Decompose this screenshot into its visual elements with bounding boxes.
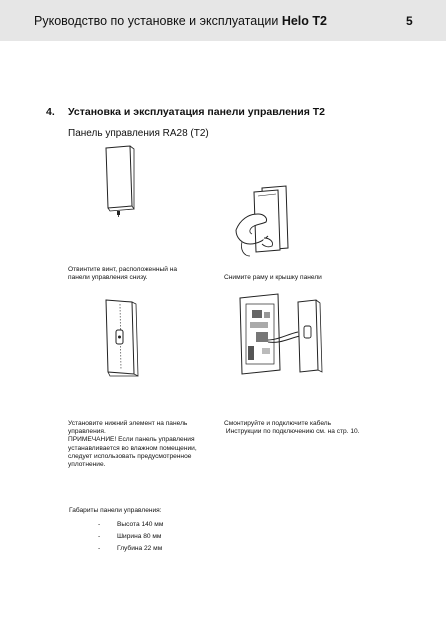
document-title: Руководство по установке и эксплуатации Helo T2	[34, 14, 327, 28]
page-number: 5	[406, 14, 413, 28]
bullet: -	[98, 545, 101, 552]
step-caption-3: Установите нижний элемент на панель управления. ПРИМЕЧАНИЕ! Если панель управления устанавливается во влажном помещении, следует использовать предусмотренное уплотнение.	[68, 420, 197, 469]
dimensions-title: Габариты панели управления:	[69, 507, 162, 514]
section-subtitle: Панель управления RA28 (T2)	[68, 128, 209, 139]
step-caption-4: Смонтируйте и подключите кабель Инструкции по подключению см. на стр. 10.	[224, 420, 360, 436]
figure-bottom-element	[98, 296, 144, 380]
bullet: -	[98, 521, 101, 528]
bullet: -	[98, 533, 101, 540]
page-header	[0, 0, 446, 41]
dimension-height: - Высота 140 мм	[98, 521, 164, 528]
figure-remove-frame	[228, 180, 300, 260]
step-caption-2: Снимите раму и крышку панели	[224, 274, 322, 281]
dimension-width: - Ширина 80 мм	[98, 533, 162, 540]
figure-cable-mount	[232, 288, 326, 380]
section-title: Установка и эксплуатация панели управления T2	[68, 106, 326, 118]
figure-panel-front	[100, 142, 140, 222]
dimension-depth: - Глубина 22 мм	[98, 545, 163, 552]
model-name: Helo T2	[281, 14, 327, 28]
step-caption-1: Отвинтите винт, расположенный на панели управления снизу.	[68, 266, 178, 282]
section-number: 4.	[46, 106, 55, 118]
